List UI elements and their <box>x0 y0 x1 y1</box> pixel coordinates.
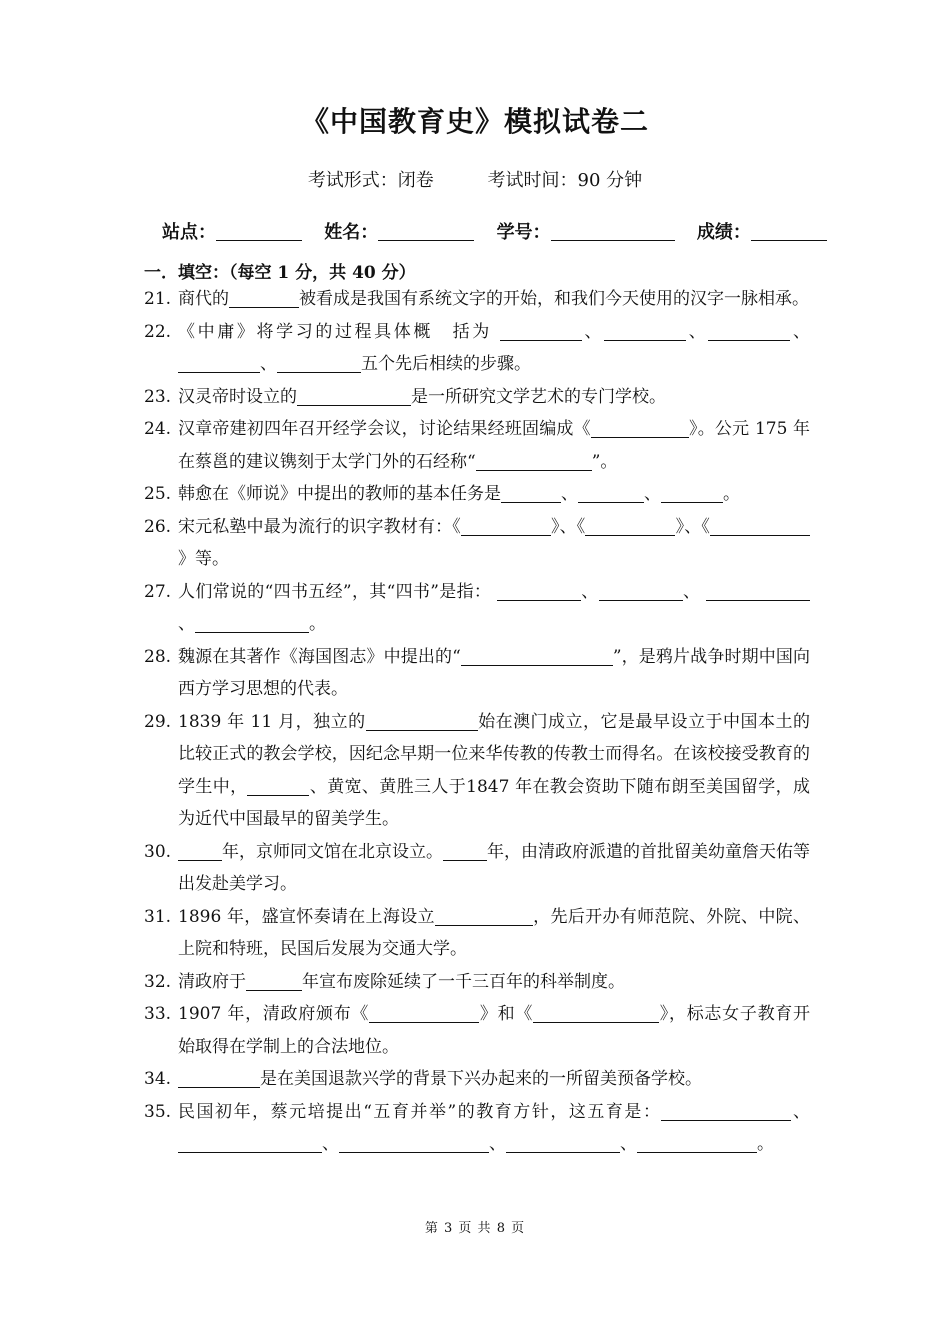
question-number: 24. <box>144 419 172 439</box>
question-text <box>178 316 810 381</box>
punctuation: 、 <box>580 581 599 602</box>
punctuation: 、 <box>682 581 701 602</box>
question-29 <box>144 706 810 836</box>
question-text <box>178 901 810 966</box>
answer-blank[interactable] <box>461 645 613 666</box>
answer-blank[interactable] <box>661 482 723 503</box>
text-segment: 《中庸》将学习的过程具体概 括为 <box>178 321 492 342</box>
text-segment: 1907 年，清政府颁布《 <box>178 1004 370 1024</box>
question-text <box>178 836 810 901</box>
student-info-row <box>162 218 812 244</box>
answer-blank[interactable] <box>500 320 582 341</box>
answer-blank[interactable] <box>443 840 487 861</box>
punctuation: 、 <box>791 1101 810 1122</box>
id-blank[interactable] <box>551 222 675 241</box>
question-text <box>178 511 810 576</box>
question-text <box>178 478 810 511</box>
question-35 <box>144 1096 810 1161</box>
question-25 <box>144 478 810 511</box>
text-segment: 被看成是我国有系统文字的开始，和我们今天使用的汉字一脉相承。 <box>299 289 809 309</box>
answer-blank[interactable] <box>476 450 592 471</box>
question-number: 25. <box>144 484 172 504</box>
answer-blank[interactable] <box>710 515 810 536</box>
text-segment: 人们常说的“四书五经”，其“四书”是指： <box>178 581 492 602</box>
punctuation: 》、《 <box>675 516 711 537</box>
punctuation: 、 <box>686 321 709 342</box>
question-number: 23. <box>144 386 172 407</box>
punctuation: 。 <box>309 614 326 634</box>
text-segment: ”，是鸦片战争时期中国向西方学习思想的代表。 <box>178 646 810 699</box>
text-segment: 汉章帝建初四年召开经学会议，讨论结果经班固编成《 <box>178 419 591 439</box>
answer-blank[interactable] <box>195 612 309 633</box>
text-segment: ，先后开办有师范院、外院、中院、上院和特班，民国后发展为交通大学。 <box>178 906 811 959</box>
question-27 <box>144 576 810 641</box>
answer-blank[interactable] <box>246 970 302 991</box>
page-title: 《中国教育史》模拟试卷二 <box>300 105 649 138</box>
answer-blank[interactable] <box>637 1132 757 1153</box>
answer-blank[interactable] <box>178 840 222 861</box>
question-30 <box>144 836 810 901</box>
question-number: 33. <box>144 1004 172 1024</box>
question-text <box>178 381 810 414</box>
punctuation: 、 <box>581 321 605 342</box>
text-segment: 商代的 <box>178 289 229 309</box>
text-segment: 》。公元 175 年在蔡邕的建议镌刻于太学门外的石经称“ <box>178 419 810 472</box>
text-segment: 是在美国退款兴学的背景下兴办起来的一所留美预备学校。 <box>260 1069 702 1089</box>
question-number: 31. <box>144 906 172 927</box>
score-field <box>697 218 827 244</box>
answer-blank[interactable] <box>604 320 686 341</box>
punctuation: 、 <box>790 321 811 342</box>
answer-blank[interactable] <box>585 515 675 536</box>
text-segment: 民国初年，蔡元培提出“五育并举”的教育方针，这五育是： <box>178 1101 662 1122</box>
question-23 <box>144 381 810 414</box>
question-34 <box>144 1063 810 1096</box>
name-field <box>324 218 474 244</box>
question-number: 29. <box>144 711 172 732</box>
punctuation: 、 <box>644 484 661 504</box>
answer-blank[interactable] <box>501 482 561 503</box>
score-label: 成绩： <box>696 222 751 243</box>
text-segment: 始在澳门成立，它是最早设立于中国本土的比较正式的教会学校，因纪念早期一位来华传教的传教士而得名。在该校接受教育的学生中， <box>178 711 811 797</box>
text-segment: 》等。 <box>178 549 229 569</box>
id-field <box>497 218 675 244</box>
answer-blank[interactable] <box>277 352 361 373</box>
answer-blank[interactable] <box>661 1100 791 1121</box>
score-blank[interactable] <box>751 222 827 241</box>
text-segment: 清政府于 <box>178 971 246 992</box>
text-segment: 》，标志女子教育开始取得在学制上的合法地位。 <box>178 1004 811 1057</box>
answer-blank[interactable] <box>247 775 309 796</box>
text-segment: 1896 年，盛宣怀奏请在上海设立 <box>178 906 435 927</box>
answer-blank[interactable] <box>599 580 683 601</box>
question-number: 28. <box>144 646 172 667</box>
question-text <box>178 1096 810 1161</box>
exam-form: 考试形式：闭卷 <box>307 170 434 191</box>
question-33 <box>144 998 810 1063</box>
question-text <box>178 966 810 999</box>
name-blank[interactable] <box>378 222 474 241</box>
question-number: 26. <box>144 516 172 537</box>
question-text <box>178 998 810 1063</box>
punctuation: 》、《 <box>550 516 586 537</box>
question-text <box>178 1063 810 1096</box>
punctuation: 、 <box>178 614 195 634</box>
answer-blank[interactable] <box>178 1132 322 1153</box>
answer-blank[interactable] <box>339 1132 489 1153</box>
section-heading: 一．填空：（每空 1 分，共 40 分） <box>144 263 416 283</box>
answer-blank[interactable] <box>369 1002 479 1023</box>
question-28 <box>144 641 810 706</box>
question-text <box>178 576 810 641</box>
answer-blank[interactable] <box>497 580 581 601</box>
answer-blank[interactable] <box>591 417 689 438</box>
text-segment: 韩愈在《师说》中提出的教师的基本任务是 <box>178 484 501 504</box>
question-31 <box>144 901 810 966</box>
exam-info <box>0 166 950 192</box>
question-24 <box>144 413 810 478</box>
question-number: 22. <box>144 321 172 342</box>
question-number: 32. <box>144 971 172 992</box>
answer-blank[interactable] <box>229 287 299 308</box>
answer-blank[interactable] <box>533 1002 659 1023</box>
question-text <box>178 283 810 316</box>
question-21 <box>144 283 810 316</box>
text-segment: 年宣布废除延续了一千三百年的科举制度。 <box>302 971 625 992</box>
text-segment: 魏源在其著作《海国图志》中提出的“ <box>178 646 461 667</box>
question-text <box>178 641 810 706</box>
text-segment: ”。 <box>591 451 618 472</box>
punctuation: 、 <box>620 1134 637 1154</box>
question-22 <box>144 316 810 381</box>
station-field <box>162 218 302 244</box>
question-number: 21. <box>144 289 172 309</box>
name-label: 姓名： <box>324 222 379 243</box>
question-number: 30. <box>144 841 172 862</box>
text-segment: 是一所研究文学艺术的专门学校。 <box>411 386 666 407</box>
punctuation: 、 <box>561 484 578 504</box>
text-segment: 》和《 <box>479 1004 534 1024</box>
text-segment: 五个先后相续的步骤。 <box>361 354 531 374</box>
punctuation: 、 <box>322 1134 339 1154</box>
question-26 <box>144 511 810 576</box>
text-segment: 宋元私塾中最为流行的识字教材有：《 <box>178 516 461 537</box>
station-label: 站点： <box>162 222 216 243</box>
question-number: 34. <box>144 1069 172 1089</box>
question-number: 27. <box>144 581 172 602</box>
exam-time: 考试时间：90 分钟 <box>487 170 643 191</box>
text-segment: 年，由清政府派遣的首批留美幼童詹天佑等出发赴美学习。 <box>178 841 810 894</box>
id-label: 学号： <box>496 222 551 243</box>
text-segment: 、黄宽、黄胜三人于1847 年在教会资助下随布朗至美国留学，成为近代中国最早的留美学生。 <box>178 776 811 829</box>
question-number: 35. <box>144 1101 172 1122</box>
answer-blank[interactable] <box>435 905 533 926</box>
answer-blank[interactable] <box>366 710 478 731</box>
text-segment: 年，京师同文馆在北京设立。 <box>222 841 443 862</box>
punctuation: 、 <box>489 1134 506 1154</box>
punctuation: 。 <box>723 484 740 504</box>
answer-blank[interactable] <box>506 1132 620 1153</box>
answer-blank[interactable] <box>178 352 260 373</box>
punctuation: 。 <box>757 1134 774 1154</box>
answer-blank[interactable] <box>178 1067 260 1088</box>
station-blank[interactable] <box>216 222 302 241</box>
answer-blank[interactable] <box>297 385 411 406</box>
text-segment: 汉灵帝时设立的 <box>178 386 297 407</box>
answer-blank[interactable] <box>461 515 551 536</box>
question-text <box>178 706 810 836</box>
question-text <box>178 413 810 478</box>
question-list <box>144 283 810 1161</box>
question-32 <box>144 966 810 999</box>
answer-blank[interactable] <box>706 580 810 601</box>
punctuation: 、 <box>260 354 277 374</box>
text-segment: 1839 年 11 月，独立的 <box>178 711 366 732</box>
answer-blank[interactable] <box>578 482 644 503</box>
page-footer: 第 3 页 共 8 页 <box>424 1221 526 1236</box>
answer-blank[interactable] <box>708 320 790 341</box>
